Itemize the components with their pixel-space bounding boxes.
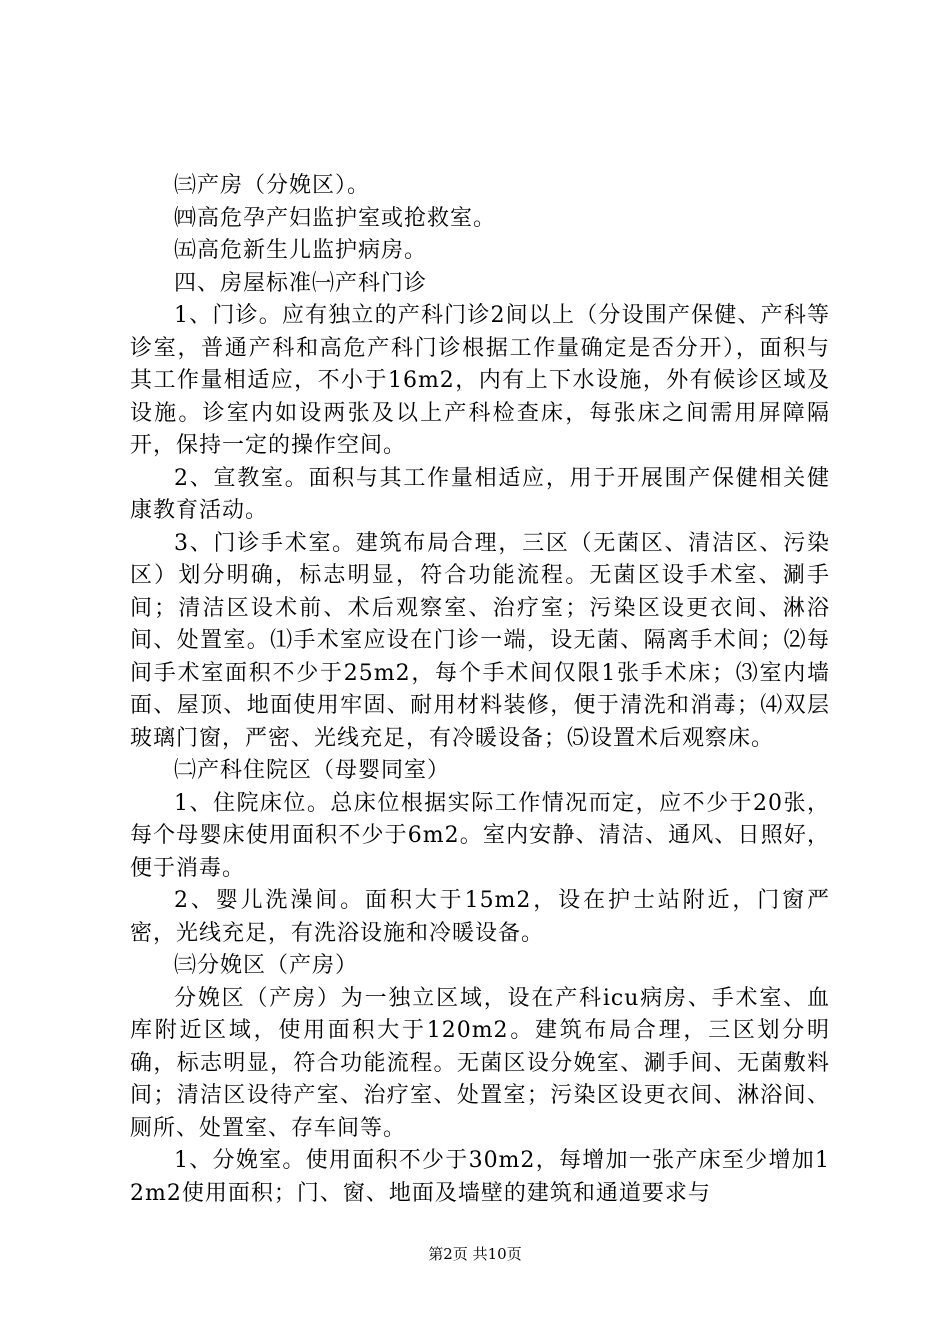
- paragraph: 1、门诊。应有独立的产科门诊2间以上（分设围产保健、产科等诊室，普通产科和高危产科门诊根据工作量确定是否分开），面积与其工作量相适应，不小于16m2，内有上下水设施，外有候诊区域及设施。诊室内如设两张及以上产科检查床，每张床之间需用屏障隔开，保持一定的操作空间。: [130, 303, 830, 458]
- paragraph: 3、门诊手术室。建筑布局合理，三区（无菌区、清洁区、污染区）划分明确，标志明显，符合功能流程。无菌区设手术室、涮手间；清洁区设术前、术后观察室、治疗室；污染区设更衣间、淋浴间、处置室。⑴手术室应设在门诊一端，设无菌、隔离手术间；⑵每间手术室面积不少于25m2，每个手术间仅限1张手术床；⑶室内墙面、屋顶、地面使用牢固、耐用材料装修，便于清洗和消毒；⑷双层玻璃门窗，严密、光线充足，有冷暖设备；⑸设置术后观察床。: [130, 530, 830, 751]
- paragraph: ㈤高危新生儿监护病房。: [174, 238, 428, 263]
- paragraph: 分娩区（产房）为一独立区域，设在产科icu病房、手术室、血库附近区域，使用面积大于120m2。建筑布局合理，三区划分明确，标志明显，符合功能流程。无菌区设分娩室、涮手间、无菌敷料间；清洁区设待产室、治疗室、处置室；污染区设更衣间、淋浴间、厕所、处置室、存车间等。: [130, 985, 830, 1141]
- paragraph: ㈣高危孕产妇监护室或抢救室。: [174, 205, 497, 231]
- section-heading: 四、房屋标准㈠产科门诊: [174, 270, 428, 296]
- paragraph: ㈢产房（分娩区）。: [174, 173, 371, 198]
- paragraph: 2、宣教室。面积与其工作量相适应，用于开展围产保健相关健康教育活动。: [130, 465, 830, 523]
- subsection-heading: ㈢分娩区（产房）: [174, 953, 359, 978]
- page-footer: 第2页 共10页: [428, 1245, 522, 1263]
- subsection-heading: ㈡产科住院区（母婴同室）: [174, 758, 451, 783]
- paragraph: 1、分娩室。使用面积不少于30m2，每增加一张产床至少增加12m2使用面积；门、窗、地面及墙壁的建筑和通道要求与: [130, 1148, 830, 1206]
- paragraph: 1、住院床位。总床位根据实际工作情况而定，应不少于20张，每个母婴床使用面积不少于6m2。室内安静、清洁、通风、日照好，便于消毒。: [130, 790, 830, 881]
- paragraph: 2、婴儿洗澡间。面积大于15m2，设在护士站附近，门窗严密，光线充足，有洗浴设施和冷暖设备。: [130, 888, 830, 946]
- document-body: [130, 170, 830, 1210]
